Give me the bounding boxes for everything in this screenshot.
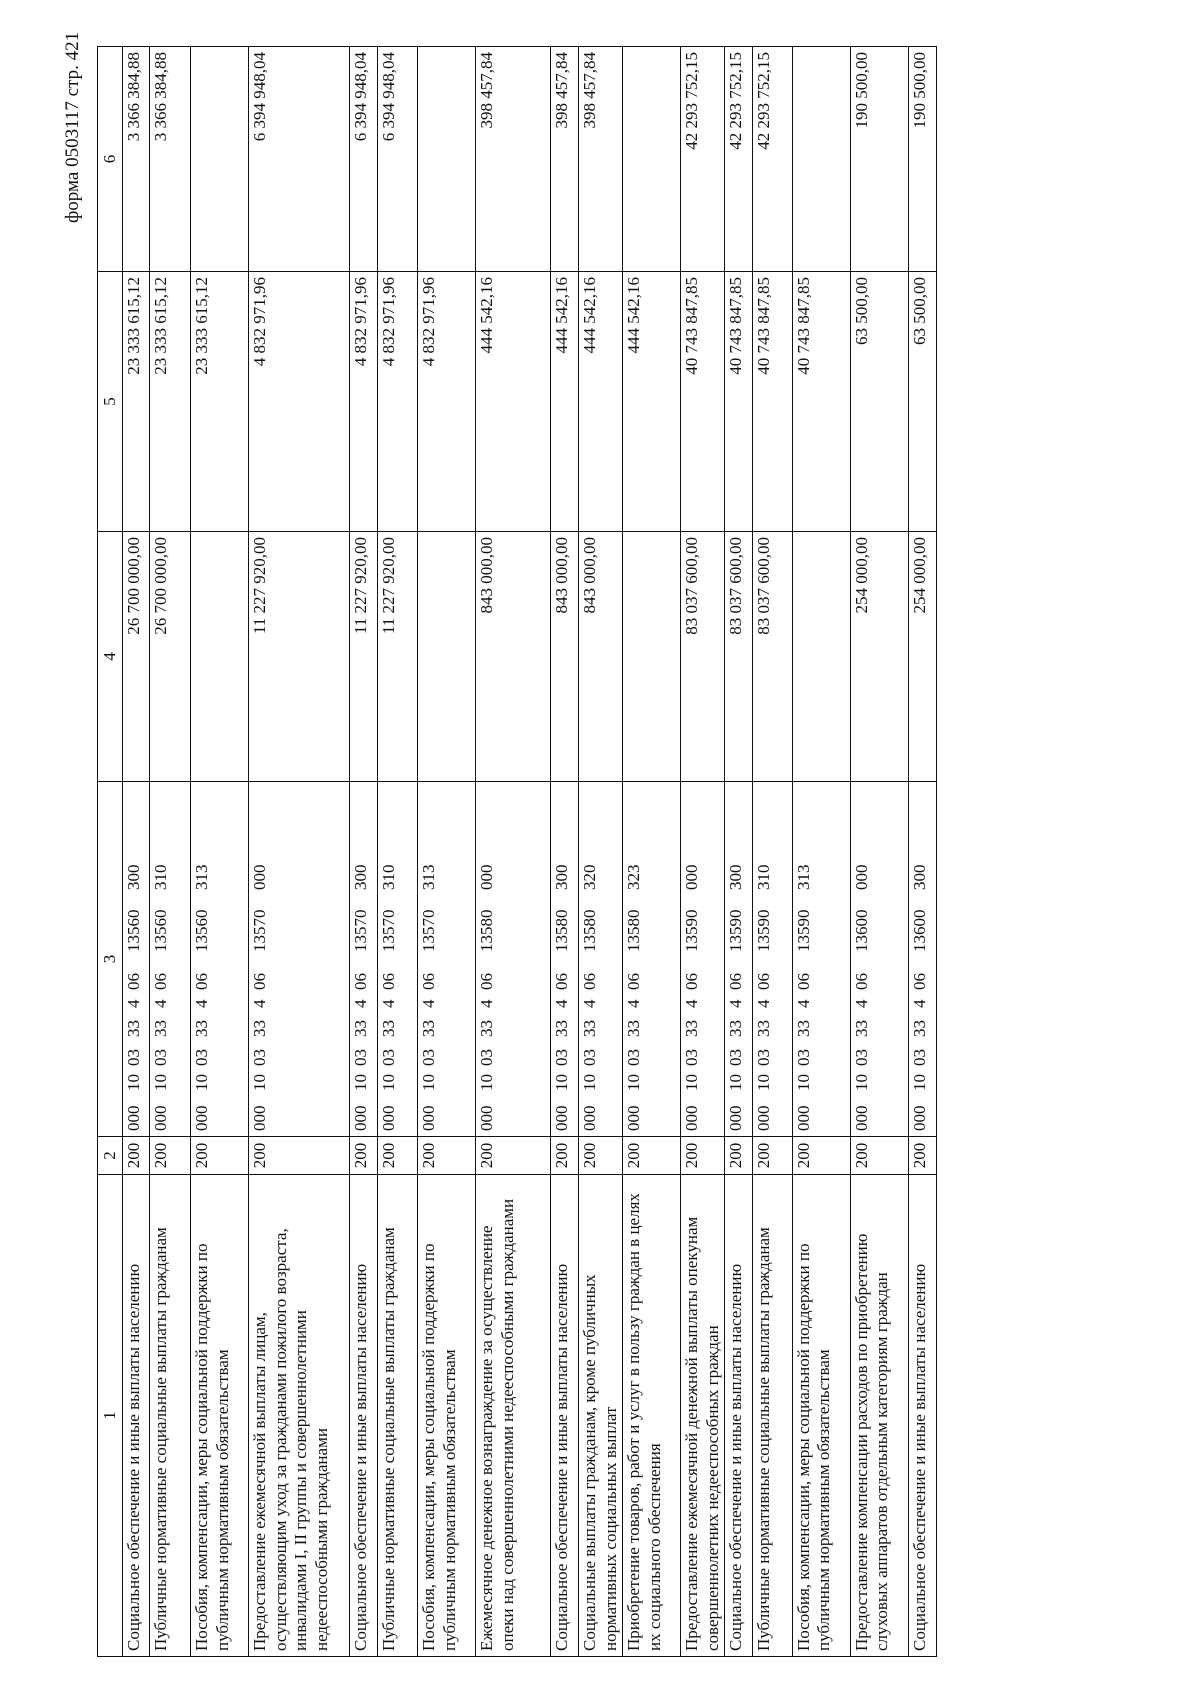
code-segment: 06 (351, 973, 371, 990)
budget-classification-code-cell (752, 782, 792, 1137)
table-header-row (98, 47, 123, 1657)
code-segment: 4 (793, 999, 813, 1008)
budget-classification-code-cell (191, 782, 249, 1137)
approved-amount-cell (623, 532, 681, 782)
table-row (724, 47, 752, 1657)
code-segment: 33 (580, 1020, 600, 1037)
code-segment: 03 (477, 1049, 497, 1066)
approved-amount-cell: 11 227 920,00 (249, 532, 350, 782)
code-segment: 000 (909, 1105, 929, 1131)
unexecuted-amount-cell: 6 394 948,04 (249, 47, 350, 272)
code-segment: 06 (124, 973, 144, 990)
code-segment: 13570 (379, 909, 399, 952)
code-segment: 313 (192, 864, 212, 890)
row-name-cell: Предоставление ежемесячной выплаты лицам, осуществляющим уход за гражданами пожилого возраста, инвалидами I, II группы и совершеннолетними недееспособными гражданами (249, 1175, 350, 1657)
table-row (476, 47, 551, 1657)
code-segment: 000 (580, 1105, 600, 1131)
budget-classification-code-cell (418, 782, 476, 1137)
code-segment: 33 (124, 1020, 144, 1037)
approved-amount-cell: 843 000,00 (579, 532, 623, 782)
budget-classification-code-cell (476, 782, 551, 1137)
line-code-cell: 200 (350, 1137, 378, 1175)
code-segment: 10 (477, 1074, 497, 1091)
code-segment: 4 (624, 999, 644, 1008)
code-segment: 000 (851, 1105, 871, 1131)
code-segment: 10 (851, 1074, 871, 1091)
code-segment: 000 (477, 1105, 497, 1131)
row-name-cell: Публичные нормативные социальные выплаты гражданам (150, 1175, 191, 1657)
code-segment: 06 (753, 973, 773, 990)
code-segment: 03 (351, 1049, 371, 1066)
approved-amount-cell (418, 532, 476, 782)
code-segment: 4 (552, 999, 572, 1008)
code-segment: 13590 (753, 909, 773, 952)
code-segment: 33 (793, 1020, 813, 1037)
approved-amount-cell: 11 227 920,00 (378, 532, 418, 782)
code-segment: 33 (682, 1020, 702, 1037)
code-segment: 000 (419, 1105, 439, 1131)
code-segment: 4 (909, 999, 929, 1008)
executed-amount-cell: 40 743 847,85 (792, 272, 850, 532)
code-segment: 10 (580, 1074, 600, 1091)
column-header: 5 (98, 272, 123, 532)
code-segment: 03 (793, 1049, 813, 1066)
table-row (191, 47, 249, 1657)
code-segment: 4 (124, 999, 144, 1008)
code-segment: 000 (379, 1105, 399, 1131)
code-segment: 03 (124, 1049, 144, 1066)
code-segment: 06 (851, 973, 871, 990)
code-segment: 10 (552, 1074, 572, 1091)
table-row (150, 47, 191, 1657)
budget-execution-table (97, 46, 937, 1657)
approved-amount-cell: 83 037 600,00 (724, 532, 752, 782)
code-segment: 4 (151, 999, 171, 1008)
line-code-cell: 200 (908, 1137, 936, 1175)
executed-amount-cell: 40 743 847,85 (681, 272, 725, 532)
table-row (249, 47, 350, 1657)
row-name-cell: Ежемесячное денежное вознаграждение за осуществление опеки над совершеннолетними недееспособными гражданами (476, 1175, 551, 1657)
code-segment: 313 (419, 864, 439, 890)
code-segment: 33 (192, 1020, 212, 1037)
code-segment: 320 (580, 864, 600, 890)
budget-classification-code-cell (579, 782, 623, 1137)
code-segment: 10 (682, 1074, 702, 1091)
code-segment: 4 (419, 999, 439, 1008)
code-segment: 000 (624, 1105, 644, 1131)
line-code-cell: 200 (579, 1137, 623, 1175)
executed-amount-cell: 63 500,00 (908, 272, 936, 532)
unexecuted-amount-cell: 398 457,84 (476, 47, 551, 272)
code-segment: 06 (151, 973, 171, 990)
unexecuted-amount-cell: 6 394 948,04 (350, 47, 378, 272)
executed-amount-cell: 444 542,16 (476, 272, 551, 532)
code-segment: 06 (477, 973, 497, 990)
table-row (350, 47, 378, 1657)
row-name-cell: Пособия, компенсации, меры социальной поддержки по публичным нормативным обязательствам (418, 1175, 476, 1657)
budget-classification-code-cell (378, 782, 418, 1137)
code-segment: 300 (124, 864, 144, 890)
code-segment: 000 (682, 864, 702, 890)
executed-amount-cell: 444 542,16 (579, 272, 623, 532)
code-segment: 06 (793, 973, 813, 990)
code-segment: 33 (851, 1020, 871, 1037)
code-segment: 300 (351, 864, 371, 890)
approved-amount-cell (191, 532, 249, 782)
table-row (579, 47, 623, 1657)
code-segment: 33 (552, 1020, 572, 1037)
column-header: 2 (98, 1137, 123, 1175)
code-segment: 06 (419, 973, 439, 990)
code-segment: 13590 (793, 909, 813, 952)
row-name-cell: Социальное обеспечение и иные выплаты населению (123, 1175, 150, 1657)
code-segment: 03 (851, 1049, 871, 1066)
code-segment: 000 (151, 1105, 171, 1131)
budget-classification-code-cell (724, 782, 752, 1137)
budget-classification-code-cell (792, 782, 850, 1137)
code-segment: 13560 (192, 909, 212, 952)
row-name-cell: Социальное обеспечение и иные выплаты населению (908, 1175, 936, 1657)
line-code-cell: 200 (623, 1137, 681, 1175)
table-row (752, 47, 792, 1657)
line-code-cell: 200 (123, 1137, 150, 1175)
code-segment: 4 (753, 999, 773, 1008)
code-segment: 06 (909, 973, 929, 990)
row-name-cell: Предоставление ежемесячной денежной выплаты опекунам совершеннолетних недееспособных граждан (681, 1175, 725, 1657)
code-segment: 06 (725, 973, 745, 990)
unexecuted-amount-cell: 398 457,84 (579, 47, 623, 272)
code-segment: 33 (379, 1020, 399, 1037)
code-segment: 03 (909, 1049, 929, 1066)
code-segment: 000 (682, 1105, 702, 1131)
code-segment: 310 (379, 864, 399, 890)
budget-classification-code-cell (908, 782, 936, 1137)
budget-classification-code-cell (551, 782, 579, 1137)
code-segment: 10 (624, 1074, 644, 1091)
row-name-cell: Приобретение товаров, работ и услуг в пользу граждан в целях их социального обеспечения (623, 1175, 681, 1657)
code-segment: 13570 (419, 909, 439, 952)
table-row (850, 47, 908, 1657)
column-header: 6 (98, 47, 123, 272)
executed-amount-cell: 63 500,00 (850, 272, 908, 532)
line-code-cell: 200 (792, 1137, 850, 1175)
column-header: 4 (98, 532, 123, 782)
table-body (123, 47, 937, 1657)
line-code-cell: 200 (850, 1137, 908, 1175)
code-segment: 300 (909, 864, 929, 890)
code-segment: 000 (124, 1105, 144, 1131)
line-code-cell: 200 (249, 1137, 350, 1175)
code-segment: 33 (250, 1020, 270, 1037)
code-segment: 13590 (725, 909, 745, 952)
code-segment: 13600 (909, 909, 929, 952)
executed-amount-cell: 444 542,16 (623, 272, 681, 532)
code-segment: 4 (192, 999, 212, 1008)
code-segment: 33 (151, 1020, 171, 1037)
code-segment: 03 (552, 1049, 572, 1066)
budget-classification-code-cell (249, 782, 350, 1137)
executed-amount-cell: 23 333 615,12 (150, 272, 191, 532)
line-code-cell: 200 (418, 1137, 476, 1175)
unexecuted-amount-cell (418, 47, 476, 272)
code-segment: 33 (624, 1020, 644, 1037)
line-code-cell: 200 (476, 1137, 551, 1175)
table-row (378, 47, 418, 1657)
code-segment: 13580 (580, 909, 600, 952)
code-segment: 10 (725, 1074, 745, 1091)
code-segment: 03 (419, 1049, 439, 1066)
code-segment: 10 (793, 1074, 813, 1091)
unexecuted-amount-cell: 398 457,84 (551, 47, 579, 272)
line-code-cell: 200 (724, 1137, 752, 1175)
code-segment: 4 (351, 999, 371, 1008)
unexecuted-amount-cell: 42 293 752,15 (681, 47, 725, 272)
code-segment: 10 (351, 1074, 371, 1091)
unexecuted-amount-cell: 3 366 384,88 (150, 47, 191, 272)
code-segment: 4 (580, 999, 600, 1008)
unexecuted-amount-cell: 190 500,00 (850, 47, 908, 272)
code-segment: 33 (351, 1020, 371, 1037)
unexecuted-amount-cell: 3 366 384,88 (123, 47, 150, 272)
code-segment: 000 (477, 864, 497, 890)
row-name-cell: Пособия, компенсации, меры социальной поддержки по публичным нормативным обязательствам (191, 1175, 249, 1657)
executed-amount-cell: 40 743 847,85 (752, 272, 792, 532)
approved-amount-cell: 26 700 000,00 (150, 532, 191, 782)
code-segment: 33 (909, 1020, 929, 1037)
code-segment: 13600 (851, 909, 871, 952)
code-segment: 000 (725, 1105, 745, 1131)
code-segment: 4 (379, 999, 399, 1008)
executed-amount-cell: 4 832 971,96 (249, 272, 350, 532)
line-code-cell: 200 (191, 1137, 249, 1175)
unexecuted-amount-cell (191, 47, 249, 272)
code-segment: 000 (351, 1105, 371, 1131)
code-segment: 4 (851, 999, 871, 1008)
code-segment: 13590 (682, 909, 702, 952)
executed-amount-cell: 4 832 971,96 (350, 272, 378, 532)
code-segment: 310 (151, 864, 171, 890)
table-row (551, 47, 579, 1657)
column-header: 1 (98, 1175, 123, 1657)
code-segment: 06 (192, 973, 212, 990)
table-row (792, 47, 850, 1657)
code-segment: 10 (909, 1074, 929, 1091)
code-segment: 03 (250, 1049, 270, 1066)
code-segment: 300 (552, 864, 572, 890)
executed-amount-cell: 40 743 847,85 (724, 272, 752, 532)
executed-amount-cell: 23 333 615,12 (123, 272, 150, 532)
code-segment: 000 (753, 1105, 773, 1131)
unexecuted-amount-cell: 6 394 948,04 (378, 47, 418, 272)
code-segment: 03 (753, 1049, 773, 1066)
code-segment: 10 (151, 1074, 171, 1091)
code-segment: 4 (725, 999, 745, 1008)
column-header: 3 (98, 782, 123, 1137)
approved-amount-cell: 843 000,00 (476, 532, 551, 782)
table-row (908, 47, 936, 1657)
row-name-cell: Предоставление компенсации расходов по приобретению слуховых аппаратов отдельным категориям граждан (850, 1175, 908, 1657)
approved-amount-cell: 843 000,00 (551, 532, 579, 782)
code-segment: 13570 (351, 909, 371, 952)
budget-classification-code-cell (150, 782, 191, 1137)
code-segment: 10 (379, 1074, 399, 1091)
code-segment: 10 (250, 1074, 270, 1091)
line-code-cell: 200 (681, 1137, 725, 1175)
approved-amount-cell: 26 700 000,00 (123, 532, 150, 782)
code-segment: 10 (753, 1074, 773, 1091)
code-segment: 000 (192, 1105, 212, 1131)
code-segment: 03 (379, 1049, 399, 1066)
code-segment: 10 (419, 1074, 439, 1091)
row-name-cell: Социальное обеспечение и иные выплаты населению (551, 1175, 579, 1657)
code-segment: 10 (192, 1074, 212, 1091)
code-segment: 10 (124, 1074, 144, 1091)
code-segment: 33 (419, 1020, 439, 1037)
line-code-cell: 200 (378, 1137, 418, 1175)
code-segment: 13580 (552, 909, 572, 952)
code-segment: 4 (682, 999, 702, 1008)
code-segment: 03 (725, 1049, 745, 1066)
code-segment: 310 (753, 864, 773, 890)
row-name-cell: Социальное обеспечение и иные выплаты населению (350, 1175, 378, 1657)
code-segment: 06 (250, 973, 270, 990)
code-segment: 300 (725, 864, 745, 890)
form-page-label: форма 0503117 стр. 421 (62, 31, 83, 223)
approved-amount-cell: 11 227 920,00 (350, 532, 378, 782)
approved-amount-cell: 254 000,00 (908, 532, 936, 782)
code-segment: 06 (682, 973, 702, 990)
code-segment: 33 (725, 1020, 745, 1037)
code-segment: 000 (250, 1105, 270, 1131)
table-row (623, 47, 681, 1657)
table-row (123, 47, 150, 1657)
code-segment: 13580 (477, 909, 497, 952)
row-name-cell: Публичные нормативные социальные выплаты гражданам (378, 1175, 418, 1657)
approved-amount-cell: 83 037 600,00 (681, 532, 725, 782)
unexecuted-amount-cell (623, 47, 681, 272)
code-segment: 03 (151, 1049, 171, 1066)
budget-classification-code-cell (850, 782, 908, 1137)
executed-amount-cell: 23 333 615,12 (191, 272, 249, 532)
code-segment: 000 (851, 864, 871, 890)
executed-amount-cell: 4 832 971,96 (418, 272, 476, 532)
code-segment: 000 (250, 864, 270, 890)
row-name-cell: Социальные выплаты гражданам, кроме публичных нормативных социальных выплат (579, 1175, 623, 1657)
code-segment: 06 (624, 973, 644, 990)
approved-amount-cell (792, 532, 850, 782)
executed-amount-cell: 4 832 971,96 (378, 272, 418, 532)
unexecuted-amount-cell: 190 500,00 (908, 47, 936, 272)
unexecuted-amount-cell (792, 47, 850, 272)
budget-classification-code-cell (681, 782, 725, 1137)
code-segment: 4 (250, 999, 270, 1008)
code-segment: 13580 (624, 909, 644, 952)
code-segment: 06 (552, 973, 572, 990)
code-segment: 313 (793, 864, 813, 890)
code-segment: 33 (477, 1020, 497, 1037)
code-segment: 13560 (151, 909, 171, 952)
unexecuted-amount-cell: 42 293 752,15 (724, 47, 752, 272)
line-code-cell: 200 (551, 1137, 579, 1175)
row-name-cell: Публичные нормативные социальные выплаты гражданам (752, 1175, 792, 1657)
code-segment: 000 (793, 1105, 813, 1131)
code-segment: 03 (624, 1049, 644, 1066)
code-segment: 13570 (250, 909, 270, 952)
code-segment: 33 (753, 1020, 773, 1037)
row-name-cell: Пособия, компенсации, меры социальной поддержки по публичным нормативным обязательствам (792, 1175, 850, 1657)
budget-classification-code-cell (623, 782, 681, 1137)
row-name-cell: Социальное обеспечение и иные выплаты населению (724, 1175, 752, 1657)
code-segment: 000 (552, 1105, 572, 1131)
table-row (681, 47, 725, 1657)
code-segment: 06 (580, 973, 600, 990)
code-segment: 03 (192, 1049, 212, 1066)
code-segment: 13560 (124, 909, 144, 952)
code-segment: 03 (682, 1049, 702, 1066)
code-segment: 4 (477, 999, 497, 1008)
executed-amount-cell: 444 542,16 (551, 272, 579, 532)
table-row (418, 47, 476, 1657)
code-segment: 323 (624, 864, 644, 890)
code-segment: 06 (379, 973, 399, 990)
unexecuted-amount-cell: 42 293 752,15 (752, 47, 792, 272)
approved-amount-cell: 254 000,00 (850, 532, 908, 782)
budget-classification-code-cell (350, 782, 378, 1137)
approved-amount-cell: 83 037 600,00 (752, 532, 792, 782)
line-code-cell: 200 (752, 1137, 792, 1175)
line-code-cell: 200 (150, 1137, 191, 1175)
code-segment: 03 (580, 1049, 600, 1066)
budget-classification-code-cell (123, 782, 150, 1137)
